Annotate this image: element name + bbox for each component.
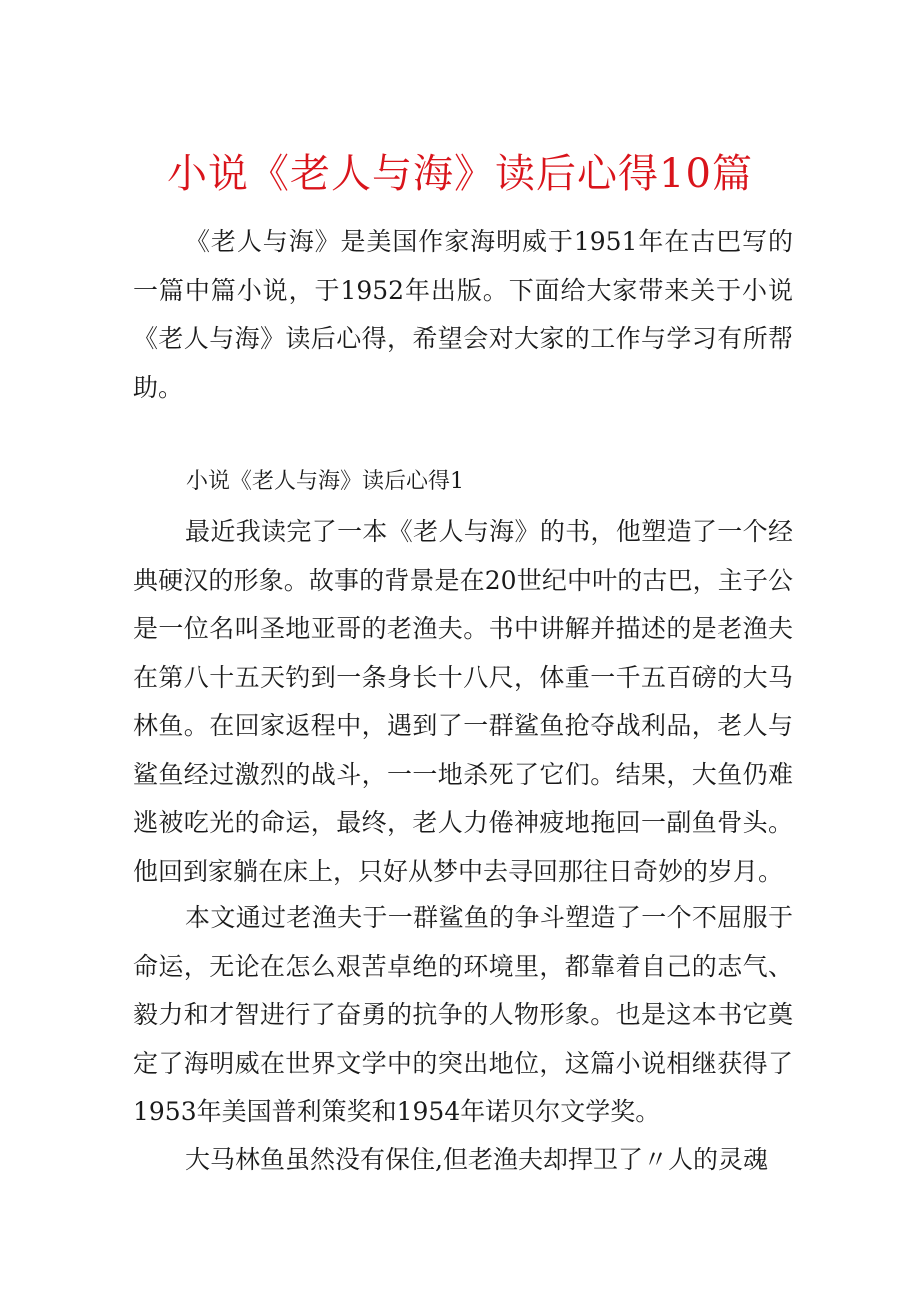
body-paragraph-2: 本文通过老渔夫于一群鲨鱼的争斗塑造了一个不屈服于命运，无论在怎么艰苦卓绝的环境里，都靠着自己的志气、毅力和才智进行了奋勇的抗争的人物形象。也是这本书它奠定了海明威在世界文学中的突出地位，这篇小说相继获得了1953年美国普利策奖和1954年诺贝尔文学奖。 — [133, 903, 793, 1126]
intro-paragraph: 《老人与海》是美国作家海明威于1951年在古巴写的一篇中篇小说，于1952年出版。下面给大家带来关于小说《老人与海》读后心得，希望会对大家的工作与学习有所帮助。 — [133, 227, 793, 402]
body-paragraph-3: 大马林鱼虽然没有保住,但老渔夫却捍卫了〃人的灵魂 — [185, 1145, 768, 1174]
document-title: 小说《老人与海》读后心得10篇 — [167, 151, 753, 197]
body-paragraph-1: 最近我读完了一本《老人与海》的书，他塑造了一个经典硬汉的形象。故事的背景是在20世纪中叶的古巴，主子公是一位名叫圣地亚哥的老渔夫。书中讲解并描述的是老渔夫在第八十五天钓到一条身长十八尺，体重一千五百磅的大马林鱼。在回家返程中，遇到了一群鲨鱼抢夺战利品，老人与鲨鱼经过激烈的战斗，一一地杀死了它们。结果，大鱼仍难逃被吃光的命运，最终，老人力倦神疲地拖回一副鱼骨头。他回到家躺在床上，只好从梦中去寻回那往日奇妙的岁月。 — [133, 517, 793, 886]
section-heading: 小说《老人与海》读后心得1 — [186, 469, 464, 494]
